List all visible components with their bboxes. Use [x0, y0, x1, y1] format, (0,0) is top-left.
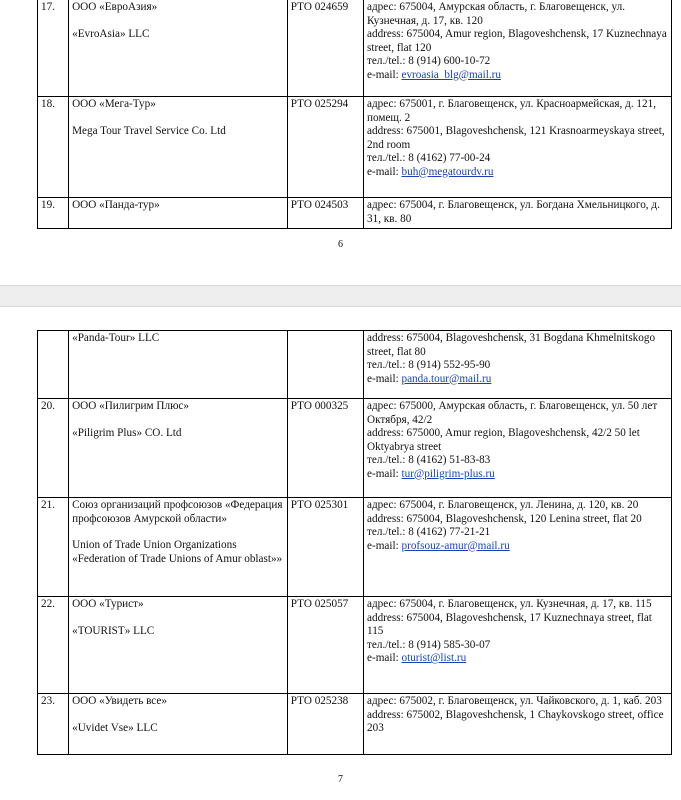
phone: тел./tel.: 8 (4162) 77-00-24 [367, 152, 491, 164]
address-ru: адрес: 675000, Амурская область, г. Благовещенск, ул. 50 лет Октября, 42/2 [367, 400, 658, 426]
organization-name-cell [69, 331, 288, 399]
organization-name-ru: ООО «Пилигрим Плюс» [72, 400, 189, 412]
table-row [38, 498, 672, 597]
organization-name-ru: ООО «Турист» [72, 598, 144, 610]
page-separator [0, 285, 681, 307]
registry-table [37, 0, 672, 229]
document-page-7 [0, 307, 681, 800]
contact-cell [364, 97, 672, 198]
email-link[interactable]: oturist@list.ru [401, 652, 467, 664]
address-en: address: 675000, Amur region, Blagoveshchensk, 42/2 50 let Oktyabrya street [367, 427, 640, 453]
table-row [38, 198, 672, 229]
contact-cell [364, 198, 672, 229]
row-number [38, 331, 69, 399]
row-number: 17. [38, 0, 69, 97]
address-ru: адрес: 675004, Амурская область, г. Благовещенск, ул. Кузнечная, д. 17, кв. 120 [367, 1, 626, 27]
contact-cell [364, 597, 672, 694]
registry-code: РТО 024659 [287, 0, 363, 97]
row-number: 22. [38, 597, 69, 694]
row-number: 19. [38, 198, 69, 229]
registry-code: РТО 024503 [287, 198, 363, 229]
organization-name-ru: ООО «Увидеть все» [72, 695, 167, 707]
table-row [38, 399, 672, 498]
organization-name-ru: Союз организаций профсоюзов «Федерация профсоюзов Амурской области» [72, 499, 283, 525]
row-number: 20. [38, 399, 69, 498]
table-row [38, 694, 672, 755]
organization-name-en: Union of Trade Union Organizations «Federation of Trade Unions of Amur oblast»» [72, 539, 283, 565]
table-row [38, 97, 672, 198]
email-label: e-mail: [367, 652, 402, 664]
email-line [367, 652, 668, 666]
organization-name-en: «Panda-Tour» LLC [72, 332, 160, 344]
organization-name-cell [69, 198, 288, 229]
email-link[interactable]: profsouz-amur@mail.ru [401, 539, 510, 552]
contact-cell [364, 0, 672, 97]
organization-name-cell [69, 97, 288, 198]
organization-name-en: Mega Tour Travel Service Co. Ltd [72, 124, 226, 137]
registry-code: РТО 025294 [287, 97, 363, 198]
row-number: 21. [38, 498, 69, 597]
email-label: e-mail: [367, 372, 402, 385]
address-en: address: 675004, Amur region, Blagoveshchensk, 17 Kuznechnaya street, flat 120 [367, 28, 667, 54]
email-label: e-mail: [367, 467, 402, 480]
email-line [367, 69, 668, 83]
email-link[interactable]: tur@piligrim-plus.ru [401, 467, 495, 480]
address-ru: адрес: 675004, г. Благовещенск, ул. Богдана Хмельницкого, д. 31, кв. 80 [367, 199, 660, 225]
email-label: e-mail: [367, 165, 402, 178]
document-page-6 [0, 0, 681, 285]
phone: тел./tel.: 8 (4162) 77-21-21 [367, 526, 491, 538]
contact-cell [364, 399, 672, 498]
organization-name-en: «Piligrim Plus» CO. Ltd [72, 426, 182, 439]
contact-cell [364, 331, 672, 399]
phone: тел./tel.: 8 (914) 552-95-90 [367, 359, 491, 371]
page-number: 6 [338, 239, 343, 250]
address-en: address: 675004, Blagoveshchensk, 17 Kuznechnaya street, flat 115 [367, 611, 652, 637]
address-en: address: 675004, Blagoveshchensk, 120 Lenina street, flat 20 [367, 512, 642, 525]
registry-code [287, 331, 363, 399]
address-en: address: 675001, Blagoveshchensk, 121 Krasnoarmeyskaya street, 2nd room [367, 125, 665, 151]
registry-code: РТО 025057 [287, 597, 363, 694]
organization-name-en: «TOURIST» LLC [72, 624, 155, 637]
address-en: address: 675004, Blagoveshchensk, 31 Bogdana Khmelnitskogo street, flat 80 [367, 332, 656, 358]
table-row [38, 0, 672, 97]
phone: тел./tel.: 8 (914) 600-10-72 [367, 55, 491, 67]
email-label: e-mail: [367, 68, 402, 81]
email-link[interactable]: panda.tour@mail.ru [401, 372, 492, 385]
email-line [367, 166, 668, 180]
address-ru: адрес: 675004, г. Благовещенск, ул. Ленина, д. 120, кв. 20 [367, 499, 639, 511]
contact-cell [364, 694, 672, 755]
organization-name-ru: ООО «Панда-тур» [72, 199, 160, 211]
address-ru: адрес: 675004, г. Благовещенск, ул. Кузнечная, д. 17, кв. 115 [367, 598, 652, 610]
organization-name-ru: ООО «Мега-Тур» [72, 98, 156, 110]
page-number: 7 [338, 774, 343, 785]
organization-name-cell [69, 399, 288, 498]
organization-name-cell [69, 597, 288, 694]
email-line [367, 540, 668, 554]
row-number: 23. [38, 694, 69, 755]
address-ru: адрес: 675002, г. Благовещенск, ул. Чайковского, д. 1, каб. 203 [367, 695, 662, 707]
phone: тел./tel.: 8 (914) 585-30-07 [367, 638, 491, 651]
registry-code: РТО 000325 [287, 399, 363, 498]
organization-name-ru: ООО «ЕвроАзия» [72, 1, 158, 13]
organization-name-cell [69, 694, 288, 755]
organization-name-cell [69, 0, 288, 97]
registry-code: РТО 025238 [287, 694, 363, 755]
email-line [367, 373, 668, 387]
registry-code: РТО 025301 [287, 498, 363, 597]
organization-name-en: «Uvidet Vse» LLC [72, 721, 158, 734]
email-label: e-mail: [367, 539, 402, 552]
organization-name-en: «EvroAsia» LLC [72, 27, 150, 40]
table-row [38, 597, 672, 694]
organization-name-cell [69, 498, 288, 597]
phone: тел./tel.: 8 (4162) 51-83-83 [367, 454, 491, 466]
table-row [38, 331, 672, 399]
address-ru: адрес: 675001, г. Благовещенск, ул. Красноармейская, д. 121, помещ. 2 [367, 98, 656, 124]
address-en: address: 675002, Blagoveshchensk, 1 Chaykovskogo street, office 203 [367, 708, 664, 734]
email-link[interactable]: buh@megatourdv.ru [401, 165, 494, 178]
email-line [367, 468, 668, 482]
contact-cell [364, 498, 672, 597]
row-number: 18. [38, 97, 69, 198]
registry-table [37, 330, 672, 755]
email-link[interactable]: evroasia_blg@mail.ru [401, 68, 501, 81]
